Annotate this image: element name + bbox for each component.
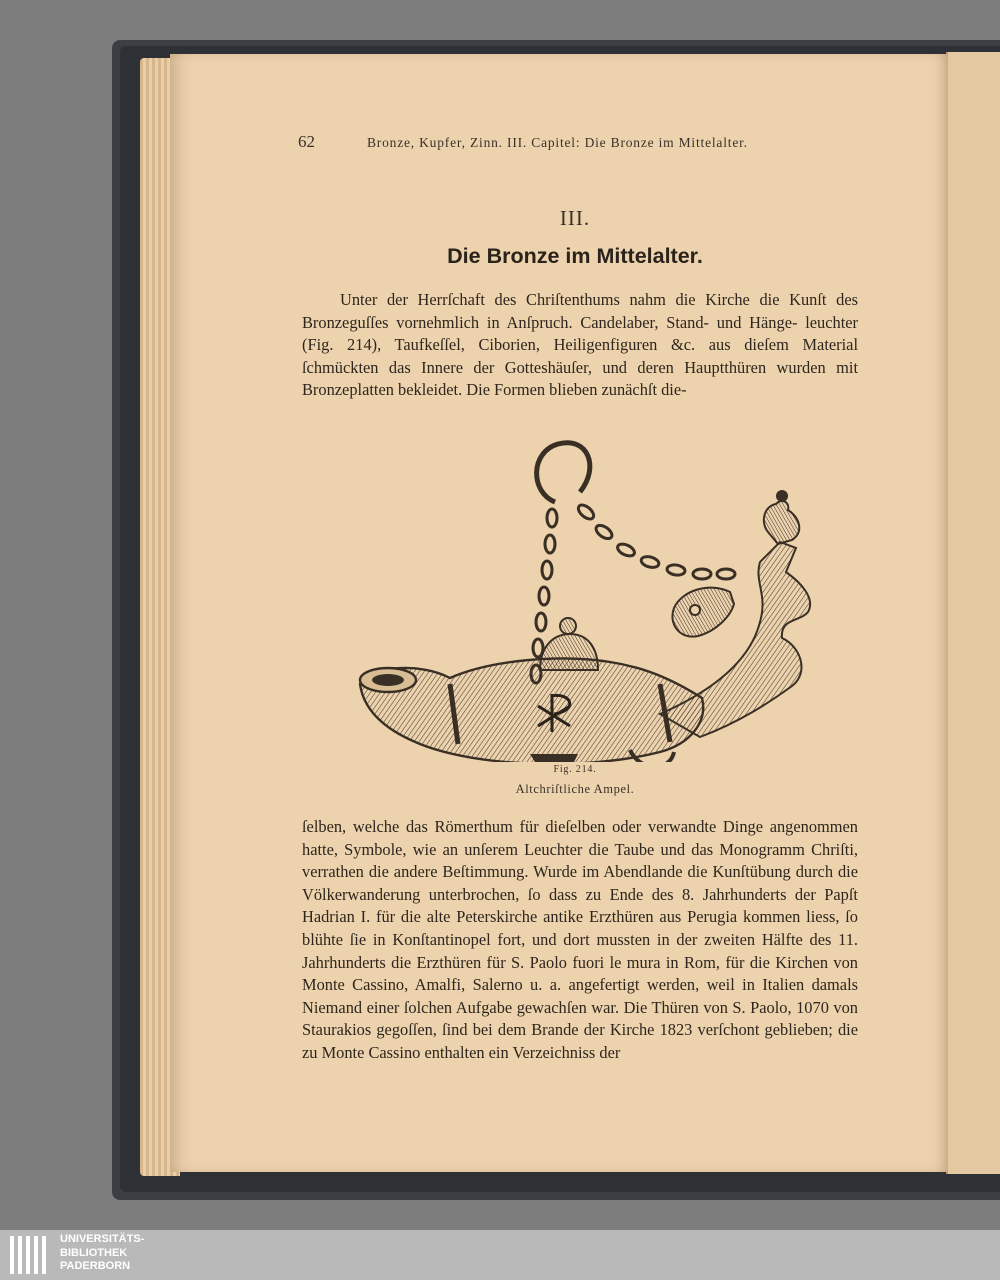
figure-number: Fig. 214.: [553, 764, 597, 775]
library-logo-icon: [8, 1234, 48, 1276]
page-number: 62: [298, 132, 315, 151]
running-head-text: Bronze, Kupfer, Zinn. III. Capitel: Die Bronze im Mittelalter.: [367, 135, 748, 150]
paragraph-2: [302, 816, 858, 1065]
logo-line-1: UNIVERSITÄTS-: [60, 1233, 145, 1245]
logo-line-2: BIBLIOTHEK: [60, 1246, 128, 1259]
figure-caption: Altchriſtliche Ampel.: [515, 782, 635, 796]
book-page: [170, 54, 948, 1172]
paragraph-1-text: Unter der Herrſchaft des Chriſtenthums nahm die Kirche die Kunſt des Bronzeguſſes vornehmlich in Anſpruch. Candelaber, Stand- und Hänge- leuchter (Fig. 214), Taufkeſſel, Ciborien, Heiligenfiguren &c. aus dieſem Material ſchmückten das Innere der Gotteshäuſer, und deren Hauptthüren wurden mit Bronzeplatten bekleidet. Die Formen blieben zunächſt die-: [302, 290, 858, 400]
oil-lamp-illustration: [330, 422, 820, 762]
library-logo-text: [60, 1233, 144, 1274]
library-footer-bar: [0, 1230, 1000, 1280]
paragraph-1: [302, 289, 858, 402]
chapter-number: III.: [559, 206, 591, 230]
paragraph-2-text: ſelben, welche das Römerthum für dieſelben oder verwandte Dinge angenommen hatte, Symbole, wie an unſerem Leuchter die Taube und das Monogramm Chriſti, verrathen die andere Beſtimmung. Wurde im Abendlande die Kunſtübung durch die Völkerwanderung unterbrochen, ſo dass zu Ende des 8. Jahrhunderts der Papſt Hadrian I. für die alte Peterskirche antike Erzthüren aus Perugia kommen liess, ſo blühte ſie in Konſtantinopel fort, und dort mussten in der zweiten Hälfte des 11. Jahrhunderts die Erzthüren für S. Paolo fuori le mura in Rom, für die Kirchen von Monte Cassino, Amalfi, Salerno u. a. angefertigt werden, weil in Italien damals Niemand einer ſolchen Aufgabe gewachſen war. Die Thüren von S. Paolo, 1070 von Staurakios gegoſſen, ſind bei dem Brande der Kirche 1823 verſchont geblieben; die zu Monte Cassino enthalten ein Verzeichniss der: [302, 817, 858, 1062]
running-head: [298, 132, 918, 152]
logo-line-3: PADERBORN: [60, 1260, 131, 1272]
chapter-title: Die Bronze im Mittelalter.: [447, 244, 703, 268]
